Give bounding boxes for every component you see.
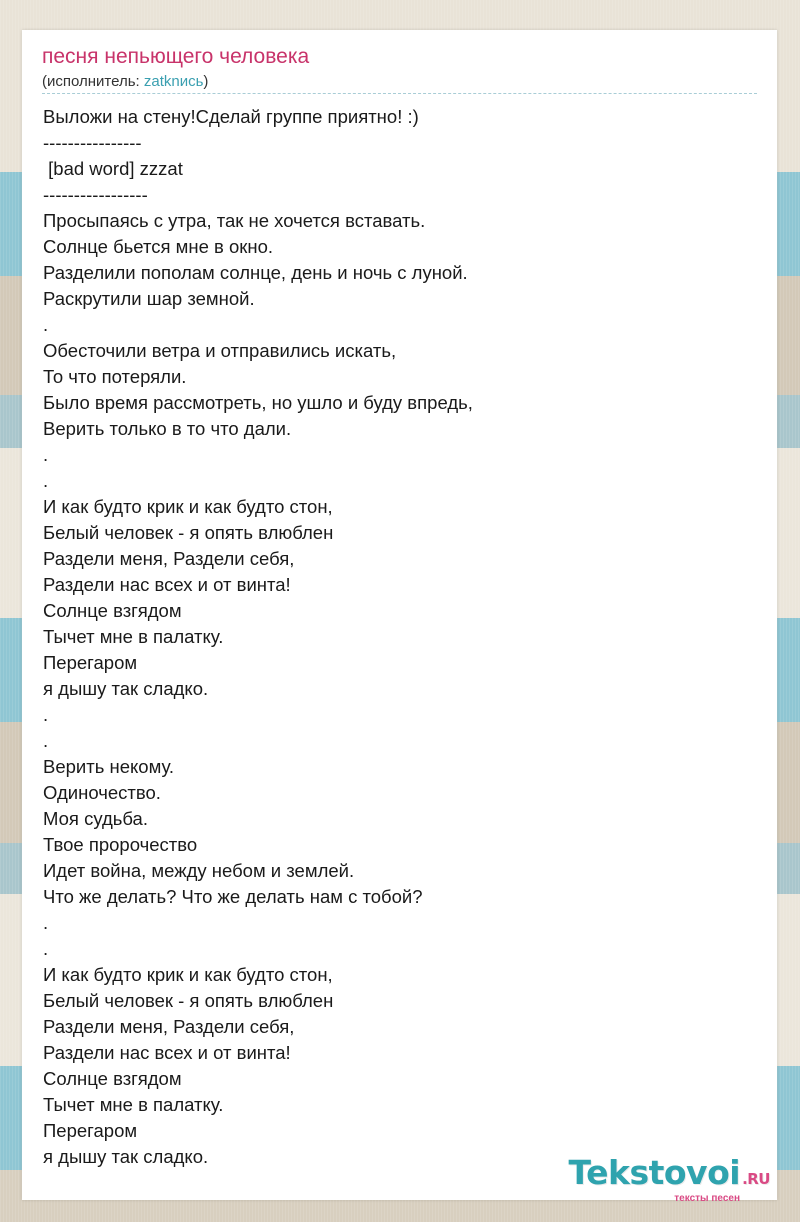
lyric-line: . <box>43 730 49 751</box>
lyric-line: . <box>43 704 49 725</box>
lyric-line: Раздели меня, Раздели себя, <box>43 1016 295 1037</box>
lyric-line: Перегаром <box>43 652 138 673</box>
lyric-line: Раздели меня, Раздели себя, <box>43 548 295 569</box>
logo-tld: .RU <box>742 1170 770 1188</box>
lyric-line: Раздели нас всех и от винта! <box>43 574 291 595</box>
lyric-line: Тычет мне в палатку. <box>43 626 224 647</box>
lyrics-text <box>43 104 758 1170</box>
lyric-line: И как будто крик и как будто стон, <box>43 964 333 985</box>
lyric-line: Одиночество. <box>43 782 161 803</box>
lyric-line: ----------------- <box>43 184 148 205</box>
lyric-line: Солнце взгядом <box>43 600 182 621</box>
lyric-line: Идет война, между небом и землей. <box>43 860 355 881</box>
lyric-line: Раскрутили шар земной. <box>43 288 255 309</box>
lyric-line: Выложи на стену!Сделай группе приятно! :) <box>43 106 419 127</box>
lyric-line: Тычет мне в палатку. <box>43 1094 224 1115</box>
lyric-line: Просыпаясь с утра, так не хочется вставать. <box>43 210 426 231</box>
title-divider <box>42 93 757 94</box>
lyric-line: Разделили пополам солнце, день и ночь с луной. <box>43 262 468 283</box>
lyric-line: Было время рассмотреть, но ушло и буду впредь, <box>43 392 473 413</box>
lyric-line: Белый человек - я опять влюблен <box>43 522 334 543</box>
logo-name: Tekstovoi <box>568 1153 741 1192</box>
lyric-line: Солнце бьется мне в окно. <box>43 236 274 257</box>
lyric-line: Верить некому. <box>43 756 175 777</box>
lyric-line: . <box>43 912 49 933</box>
lyric-line: Раздели нас всех и от винта! <box>43 1042 291 1063</box>
lyric-line: То что потеряли. <box>43 366 187 387</box>
lyric-line: . <box>43 444 49 465</box>
performer-suffix: ) <box>203 73 209 90</box>
site-logo[interactable] <box>568 1153 770 1204</box>
lyric-line: Обесточили ветра и отправились искать, <box>43 340 397 361</box>
lyric-line: [bad word] zzzat <box>43 158 183 179</box>
lyrics-card <box>22 30 777 1200</box>
song-title: песня непьющего человека <box>42 45 310 68</box>
lyric-line: Солнце взгядом <box>43 1068 182 1089</box>
logo-wordmark <box>568 1153 770 1196</box>
lyric-line: Что же делать? Что же делать нам с тобой? <box>43 886 423 907</box>
lyric-line: Перегаром <box>43 1120 138 1141</box>
lyric-line: . <box>43 314 49 335</box>
lyric-line: Моя судьба. <box>43 808 148 829</box>
lyric-line: я дышу так сладко. <box>43 1146 209 1167</box>
lyric-line: И как будто крик и как будто стон, <box>43 496 333 517</box>
lyric-line: . <box>43 470 49 491</box>
lyric-line: я дышу так сладко. <box>43 678 209 699</box>
performer-link[interactable]: zatknись <box>143 73 204 90</box>
logo-tagline: тексты песен <box>674 1193 740 1204</box>
lyric-line: Верить только в то что дали. <box>43 418 292 439</box>
performer-line <box>42 73 208 90</box>
lyric-line: . <box>43 938 49 959</box>
performer-prefix: (исполнитель: <box>42 73 144 90</box>
lyric-line: Твое пророчество <box>43 834 198 855</box>
lyric-line: ---------------- <box>43 132 142 153</box>
lyric-line: Белый человек - я опять влюблен <box>43 990 334 1011</box>
